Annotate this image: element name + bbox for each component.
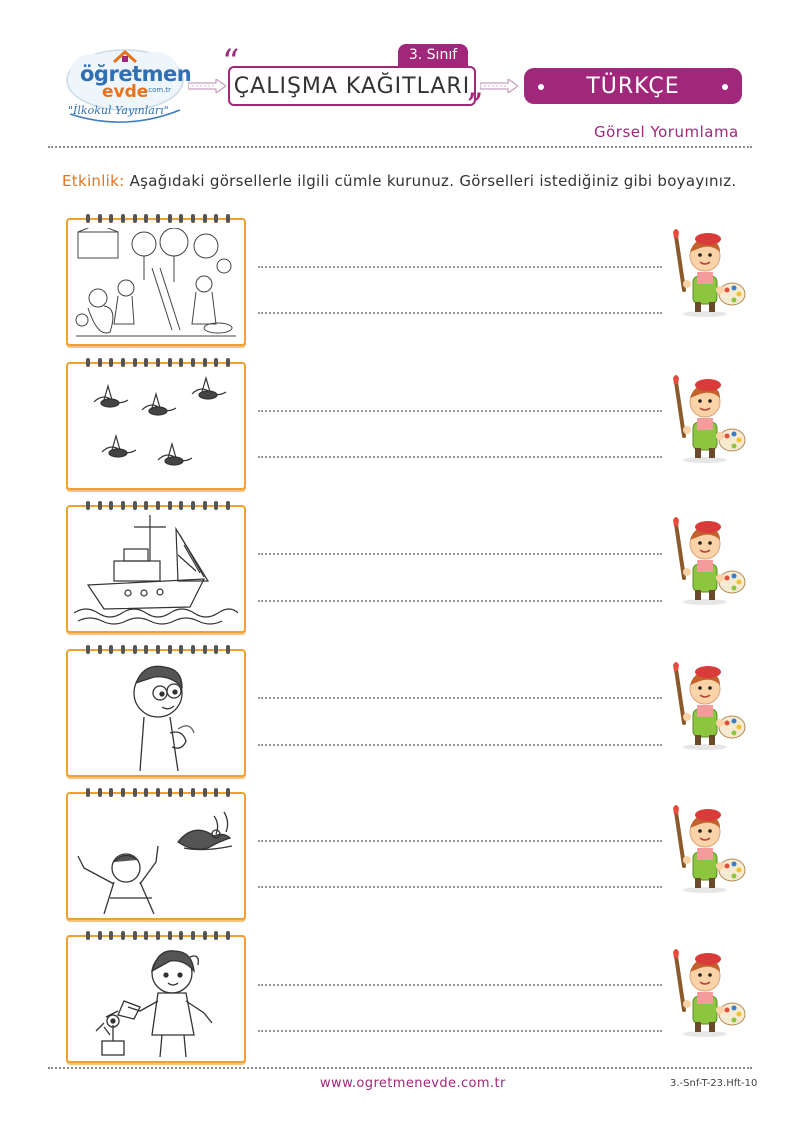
arrow-right-icon [188,79,226,93]
bullet-icon [722,84,728,90]
instruction [62,172,737,190]
subject-label: TÜRKÇE [586,74,680,99]
ogretmenevde-logo [62,40,192,130]
quote-close-icon: ” [466,86,484,126]
spiral-rings [86,214,230,224]
quote-open-icon: “ [222,42,240,82]
instruction-text: Aşağıdaki görsellerle ilgili cümle kurunuz. Görselleri istediğiniz gibi boyayınız. [129,172,737,190]
worksheet-subtitle: Görsel Yorumlama [594,123,739,141]
picture-card [66,792,246,920]
boy-and-bird-image [74,802,238,914]
painter-boy-icon [660,516,750,606]
logo-text-top: öğretmen [80,62,192,86]
picture-card [66,935,246,1063]
answer-line[interactable] [258,410,662,412]
spiral-rings [86,931,230,941]
footer-code: 3.-Snf-T-23.Hft-10 [670,1078,758,1089]
spiral-rings [86,788,230,798]
footer-url[interactable]: www.ogretmenevde.com.tr [320,1076,506,1091]
arrow-right-icon [480,79,518,93]
grade-tab: 3. Sınıf [398,44,468,66]
instruction-lead: Etkinlik: [62,172,125,190]
answer-line[interactable] [258,600,662,602]
painter-boy-icon [660,804,750,894]
answer-line[interactable] [258,744,662,746]
answer-line[interactable] [258,1030,662,1032]
boy-with-banana-image [74,659,238,771]
spiral-rings [86,501,230,511]
logo-domain: .com.tr [146,86,172,94]
bullet-icon [538,84,544,90]
answer-line[interactable] [258,697,662,699]
girl-watering-flower-image [74,945,238,1057]
painter-boy-icon [660,661,750,751]
logo-text-bottom: evde [102,82,149,102]
logo-tagline: "İlkokul Yayınları" [68,104,169,117]
painter-boy-icon [660,228,750,318]
answer-line[interactable] [258,312,662,314]
painter-boy-icon [660,374,750,464]
spiral-rings [86,645,230,655]
answer-line[interactable] [258,984,662,986]
boat-image [74,515,238,627]
picture-card [66,649,246,777]
picture-card [66,505,246,633]
answer-line[interactable] [258,840,662,842]
answer-line[interactable] [258,553,662,555]
divider [48,146,752,148]
picture-card [66,218,246,346]
flying-birds-image [74,372,238,484]
answer-line[interactable] [258,456,662,458]
painter-boy-icon [660,948,750,1038]
answer-line[interactable] [258,886,662,888]
worksheet-title: ÇALIŞMA KAĞITLARI [228,66,476,106]
subject-badge [524,68,742,104]
picture-card [66,362,246,490]
park-scene-image [74,228,238,340]
spiral-rings [86,358,230,368]
answer-line[interactable] [258,266,662,268]
divider [48,1067,752,1069]
